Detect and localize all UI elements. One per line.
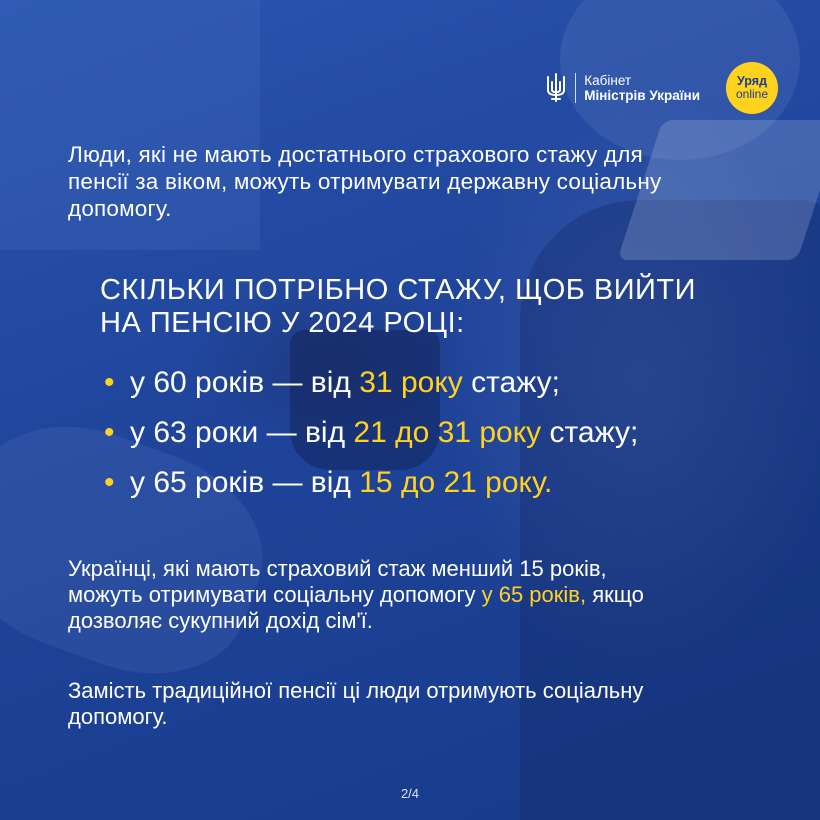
trident-icon	[545, 72, 567, 104]
uryad-online-line1: Уряд	[737, 74, 767, 88]
item-tail: стажу;	[541, 416, 639, 449]
item-lead: у 60 років — від	[130, 366, 360, 399]
page-number: 2/4	[400, 786, 420, 801]
bullet-icon: •	[104, 366, 115, 399]
para2-lead: Українці, які мають страховий стаж менший 15 років, можуть отримувати соціальну допомогу	[68, 556, 607, 607]
intro-text: Люди, які не мають достатнього страхового стажу для пенсії за віком, можуть отримувати державну соціальну допомогу.	[68, 142, 662, 221]
item-lead: у 65 років — від	[130, 466, 360, 499]
section-heading: СКІЛЬКИ ПОТРІБНО СТАЖУ, ЩОБ ВИЙТИ НА ПЕНСІЮ У 2024 РОЦІ:	[100, 274, 696, 339]
para2-tail: якщо дозволяє сукупний дохід сім'ї.	[68, 582, 644, 633]
uryad-online-logo	[726, 62, 778, 114]
list-item	[104, 408, 804, 458]
bullet-icon: •	[104, 416, 115, 449]
item-tail: стажу;	[462, 366, 560, 399]
list-item	[104, 358, 804, 408]
requirements-list	[104, 358, 804, 508]
cabinet-logo	[545, 72, 700, 104]
cabinet-name	[584, 73, 700, 103]
header	[545, 62, 778, 114]
cabinet-name-line1: Кабінет	[584, 73, 632, 88]
social-aid-paragraph	[68, 556, 678, 634]
para2-highlight: у 65 років,	[481, 582, 587, 607]
item-highlight: 15 до 21 року.	[359, 466, 553, 499]
logo-divider	[575, 73, 576, 103]
bullet-icon: •	[104, 466, 115, 499]
item-highlight: 21 до 31 року	[353, 416, 542, 449]
list-item	[104, 458, 804, 508]
cabinet-name-line2: Міністрів України	[584, 88, 700, 103]
item-lead: у 63 роки — від	[130, 416, 354, 449]
item-highlight: 31 року	[359, 366, 463, 399]
conclusion-paragraph: Замість традиційної пенсії ці люди отримують соціальну допомогу.	[68, 678, 644, 729]
uryad-online-line2: online	[735, 87, 769, 101]
